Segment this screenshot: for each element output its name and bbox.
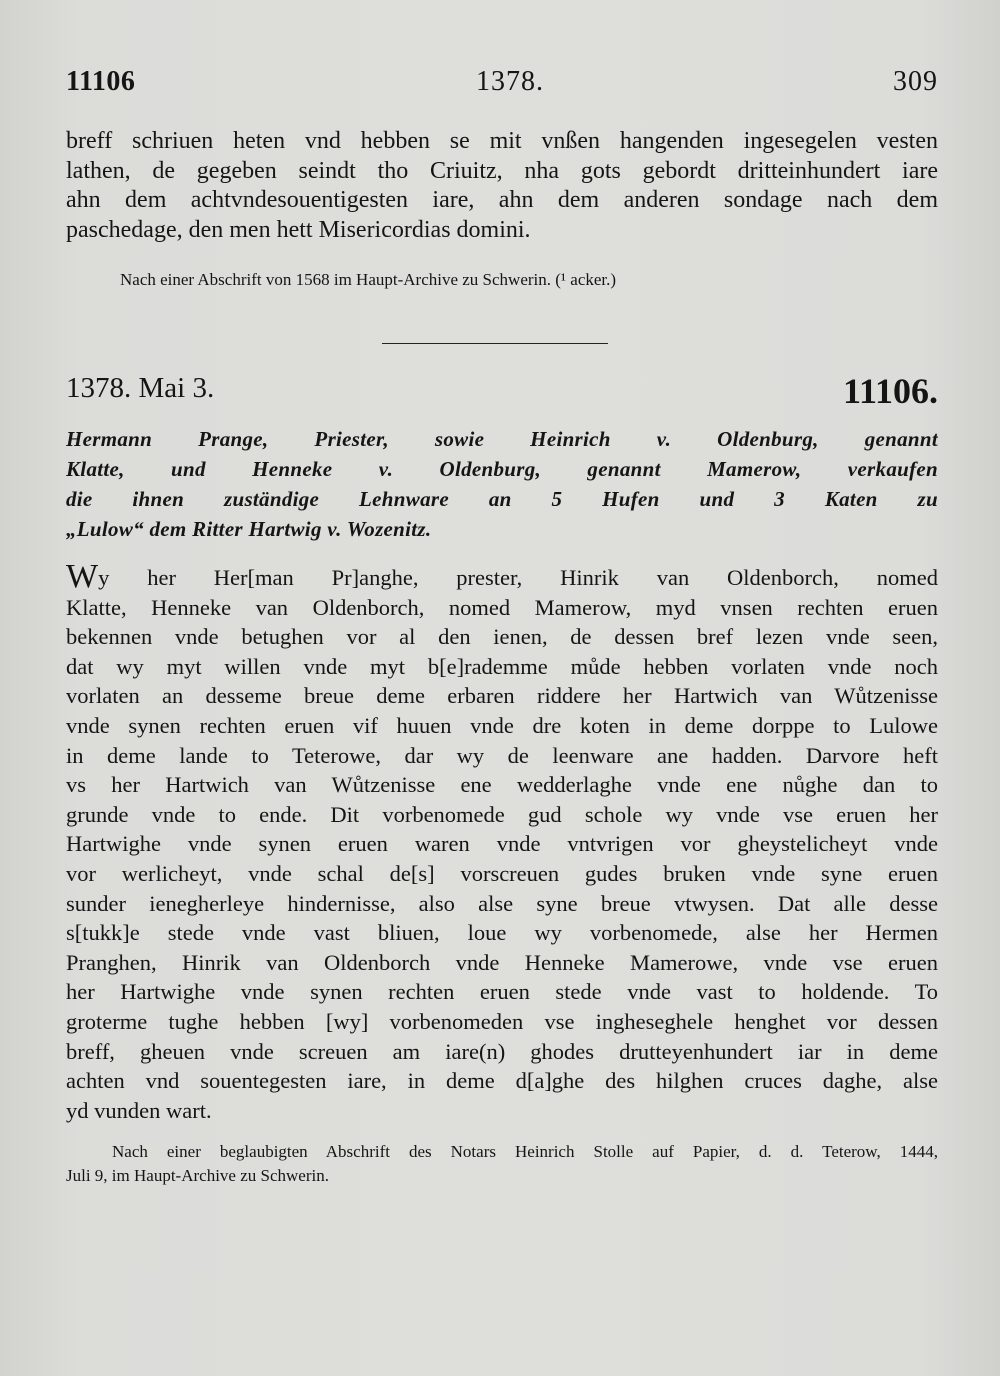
source-note: Nach einer Abschrift von 1568 im Haupt-Archive zu Schwerin. (¹ acker.) (120, 270, 617, 289)
entry-summary (66, 424, 938, 544)
body-line: vnde synen rechten eruen vif huuen vnde dre koten in deme dorppe to Lulowe (66, 712, 938, 738)
drop-cap: W (66, 563, 99, 593)
body-first-line (66, 563, 938, 593)
summary-line: „Lulow“ dem Ritter Hartwig v. Wozenitz. (66, 517, 432, 541)
source-note-line: Juli 9, im Haupt-Archive zu Schwerin. (66, 1166, 329, 1185)
source-note (66, 1140, 938, 1188)
page-header (66, 64, 938, 104)
body-line: groterme tughe hebben [wy] vorbenomeden vse ingheseghele henghet vor dessen (66, 1008, 938, 1034)
body-line: sunder ienegherleye hindernisse, also alse syne breue vtwysen. Dat alle desse (66, 890, 938, 916)
summary-line: Klatte, und Henneke v. Oldenburg, genannt Mamerow, verkaufen (66, 457, 938, 481)
body-line: bekennen vnde betughen vor al den ienen, de dessen bref lezen vnde seen, (66, 624, 938, 650)
text-line: paschedage, den men hett Misericordias domini. (66, 216, 531, 243)
body-line: grunde vnde to ende. Dit vorbenomede gud schole wy vnde vse eruen her (66, 801, 938, 827)
body-line: Klatte, Henneke van Oldenborch, nomed Mamerow, myd vnsen rechten eruen (66, 594, 938, 620)
document-body (66, 563, 938, 1125)
body-line: Pranghen, Hinrik van Oldenborch vnde Henneke Mamerowe, vnde vse eruen (66, 949, 938, 975)
entry-date: 1378. Mai 3. (66, 372, 215, 404)
body-line: breff, gheuen vnde screuen am iare(n) ghodes drutteyenhundert iar in deme (66, 1038, 938, 1064)
text-line: breff schriuen heten vnd hebben se mit vnßen hangenden ingesegelen vesten (66, 128, 938, 154)
body-line: achten vnd souentegesten iare, in deme d[a]ghe des hilghen cruces daghe, alse (66, 1068, 938, 1094)
body-line: Hartwighe vnde synen eruen waren vnde vntvrigen vor gheystelicheyt vnde (66, 831, 938, 857)
body-line: yd vunden wart. (66, 1097, 212, 1123)
year-header: 1378. (476, 66, 544, 97)
text-line: lathen, de gegeben seindt tho Criuitz, nha gots gebordt dritteinhundert iare (66, 157, 938, 184)
summary-line: Hermann Prange, Priester, sowie Heinrich v. Oldenburg, genannt (66, 427, 938, 451)
body-line: vor werlicheyt, vnde schal de[s] vorscreuen gudes bruken vnde syne eruen (66, 860, 938, 886)
section-divider (382, 343, 608, 344)
body-line-text: y her Her[man Pr]anghe, prester, Hinrik van Oldenborch, nomed (98, 565, 938, 590)
body-line: her Hartwighe vnde synen rechten eruen stede vnde vast to holdende. To (66, 979, 938, 1005)
source-note-line: Nach einer beglaubigten Abschrift des Notars Heinrich Stolle auf Papier, d. d. Teterow, 1444, (112, 1142, 938, 1161)
page-number: 309 (893, 66, 938, 97)
text-line: ahn dem achtvndesouentigesten iare, ahn dem anderen sondage nach dem (66, 187, 938, 214)
previous-document-ending (66, 127, 938, 245)
body-line: in deme lande to Teterowe, dar wy de leenware ane hadden. Darvore heft (66, 742, 938, 768)
summary-line: die ihnen zuständige Lehnware an 5 Hufen und 3 Katen zu (66, 487, 938, 511)
body-line: s[tukk]e stede vnde vast bliuen, loue wy vorbenomede, alse her Hermen (66, 920, 938, 946)
document-number-header: 11106 (66, 66, 136, 97)
body-line: vorlaten an desseme breue deme erbaren riddere her Hartwich van Wůtzenisse (66, 683, 938, 709)
body-line: dat wy myt willen vnde myt b[e]rademme můde hebben vorlaten vnde noch (66, 653, 938, 679)
entry-number: 11106. (842, 371, 938, 411)
body-line: vs her Hartwich van Wůtzenisse ene wedderlaghe vnde ene nůghe dan to (66, 772, 938, 798)
entry-heading (66, 368, 938, 412)
